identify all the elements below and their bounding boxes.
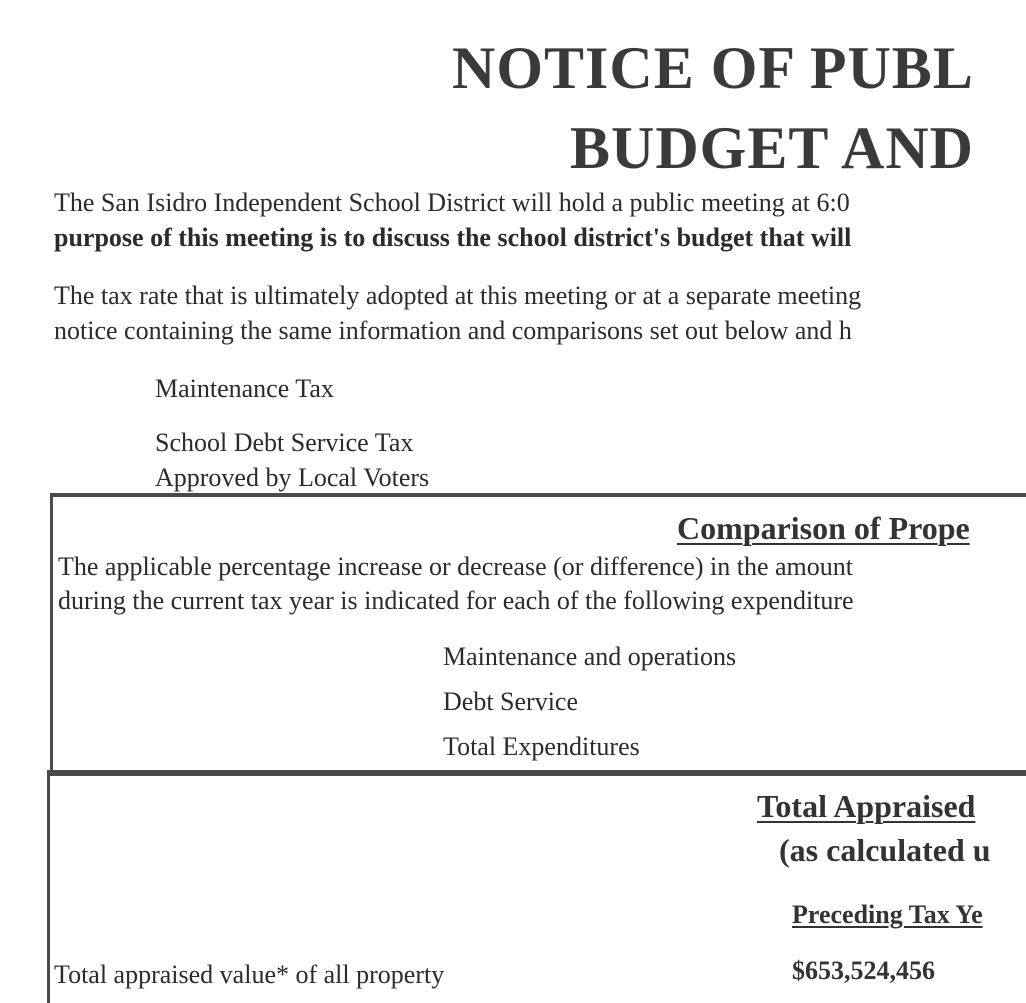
- notice-title-line2: BUDGET AND: [570, 115, 974, 181]
- expenditure-item: Total Expenditures: [443, 732, 640, 761]
- comparison-top-rule: [50, 493, 1026, 497]
- appraised-subheading: (as calculated u: [779, 832, 991, 868]
- appraised-value-amount: $653,524,456: [792, 956, 935, 985]
- maintenance-tax-label: Maintenance Tax: [155, 374, 334, 403]
- preceding-tax-year-header: Preceding Tax Ye: [792, 900, 983, 929]
- rate-text-line1: The tax rate that is ultimately adopted at this meeting or at a separate meeting: [54, 281, 862, 310]
- appraised-heading: Total Appraised: [757, 788, 976, 824]
- intro-text-line2: purpose of this meeting is to discuss the school district's budget that will: [54, 223, 852, 252]
- debt-service-tax-label-line2: Approved by Local Voters: [155, 463, 430, 492]
- appraised-value-label: Total appraised value* of all property: [54, 960, 445, 989]
- expenditure-item: Debt Service: [443, 687, 579, 716]
- comparison-heading: Comparison of Prope: [677, 510, 970, 546]
- debt-service-tax-label-line1: School Debt Service Tax: [155, 428, 414, 457]
- notice-title-line1: NOTICE OF PUBL: [452, 35, 974, 101]
- expenditure-item: Maintenance and operations: [443, 642, 737, 671]
- comparison-desc-line1: The applicable percentage increase or decrease (or difference) in the amount: [58, 552, 853, 581]
- intro-text-line1: The San Isidro Independent School District will hold a public meeting at 6:0: [54, 188, 850, 217]
- rate-text-line2: notice containing the same information and comparisons set out below and h: [54, 316, 852, 345]
- comparison-desc-line2: during the current tax year is indicated for each of the following expenditure: [58, 586, 854, 615]
